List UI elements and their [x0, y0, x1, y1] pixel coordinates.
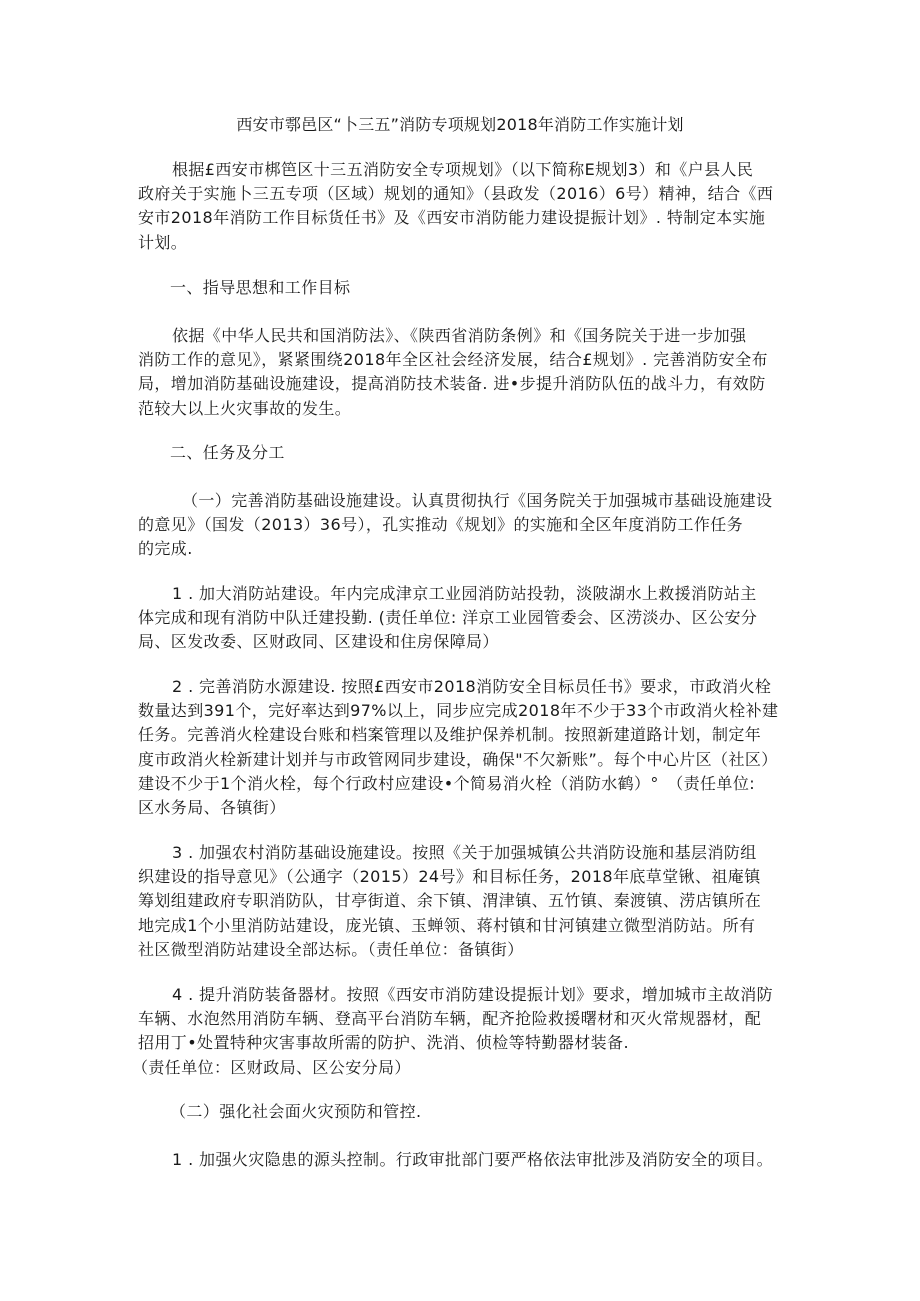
item2-line: 2 . 完善消防水源建设. 按照£西安市2018消防安全目标员任书》要求，市政消火栓 [172, 677, 772, 696]
item2-paragraph [138, 675, 788, 820]
item4-line: 招用丁•处置特种灾害事故所需的防护、洗消、侦检等特勤器材装备. [138, 1033, 629, 1053]
section1-line: 依据《中华人民共和国消防法》、《陕西省消防条例》和《国务院关于进一步加强 [172, 326, 747, 345]
sub1-line: （一）完善消防基础设施建设。认真贯彻执行《国务院关于加强城市基础设施建设 [182, 491, 773, 510]
intro-line: 安市2018年消防工作目标货任书》及《西安市消防能力建设提振计划》. 特制定本实施 [138, 208, 766, 228]
item2-line: 建设不少于1个消火栓，每个行政村应建设•个简易消火栓（消防水鹤）° （责任单位: [138, 773, 756, 793]
item2-line: 区水务局、各镇街） [138, 798, 286, 818]
item4-line: 4 . 提升消防装备器材。按照《西安市消防建设提振计划》要求，增加城市主故消防 [172, 985, 774, 1004]
item4-line: 车辆、水泡然用消防车辆、登高平台消防车辆，配齐抢险救援曙材和灭火常规器材，配 [138, 1009, 762, 1029]
item1-line: 1 . 加大消防站建设。年内完成津京工业园消防站投勃，淡陂湖水上救援消防站主 [172, 584, 757, 603]
sub1-paragraph [138, 489, 788, 562]
item2-line: 任务。完善消火栓建设台账和档案管理以及维护保养机制。按照新建道路计划，制定年 [138, 725, 762, 745]
item2-line: 数量达到391个，完好率达到97%以上，同步应完成2018年不少于33个市政消火栓补建 [138, 701, 779, 721]
section1-line: 局，增加消防基础设施建设，提高消防技术装备. 进•步提升消防队伍的战斗力，有效防 [138, 374, 766, 394]
sub2-heading: （二）强化社会面火灾预防和管控. [170, 1102, 422, 1121]
item5-paragraph [138, 1148, 788, 1172]
section1-paragraph [138, 324, 788, 421]
item2-line: 度市政消火栓新建计划并与市政管网同步建设，确保"不欠新账”。每个中心片区（社区） [138, 749, 778, 769]
item3-paragraph [138, 841, 788, 962]
item3-line: 筹划组建政府专职消防队，甘亭街道、余下镇、渭津镇、五竹镇、秦渡镇、涝店镇所在 [138, 891, 762, 911]
item3-line: 社区微型消防站建设全部达标。（责任单位：备镇街） [138, 939, 524, 959]
item5-line: 1 . 加强火灾隐患的源头控制。行政审批部门要严格依法审批涉及消防安全的项目。 [172, 1150, 774, 1169]
section1-line: 消防工作的意见》，紧紧围绕2018年全区社会经济发展，结合£规划》. 完善消防安全布 [138, 350, 768, 370]
document-title: 西安市鄠邑区“卜三五”消防专项规划2018年消防工作实施计划 [236, 115, 684, 134]
intro-line: 政府关于实施卜三五专项（区域）规划的通知》（县政发（2016）6号）精神，结合《西 [138, 184, 774, 204]
intro-line: 计划。 [138, 232, 188, 252]
section2-heading: 二、任务及分工 [170, 443, 285, 462]
item1-line: 局、区发改委、区财政同、区建设和住房保障局） [138, 632, 499, 652]
item3-line: 3 . 加强农村消防基础设施建设。按照《关于加强城镇公共消防设施和基层消防组 [172, 843, 757, 862]
item1-paragraph [138, 582, 788, 655]
item3-line: 地完成1个小里消防站建设，庞光镇、玉蝉领、蒋村镇和甘河镇建立微型消防站。所有 [138, 915, 756, 935]
item4-line: （责任单位：区财政局、区公安分局） [132, 1057, 411, 1077]
intro-line: 根据£西安市梆笆区十三五消防安全专项规划》（以下简称E规划3）和《户县人民 [172, 160, 754, 179]
sub1-line: 的完成. [138, 539, 193, 559]
item4-paragraph [132, 983, 788, 1080]
item1-line: 体完成和现有消防中队迁建投勤. (责任单位: 洋京工业园管委会、区涝淡办、区公安分 [138, 608, 758, 628]
section1-line: 范较大以上火灾事故的发生。 [138, 398, 352, 418]
section1-heading: 一、指导思想和工作目标 [170, 278, 351, 297]
sub1-line: 的意见》（国发（2013）36号），孔实推动《规划》的实施和全区年度消防工作任务 [138, 515, 744, 535]
item3-line: 织建设的指导意见》（公通字（2015）24号》和目标任务，2018年底草堂锹、祖庵镇 [138, 867, 761, 887]
intro-paragraph [138, 158, 788, 255]
